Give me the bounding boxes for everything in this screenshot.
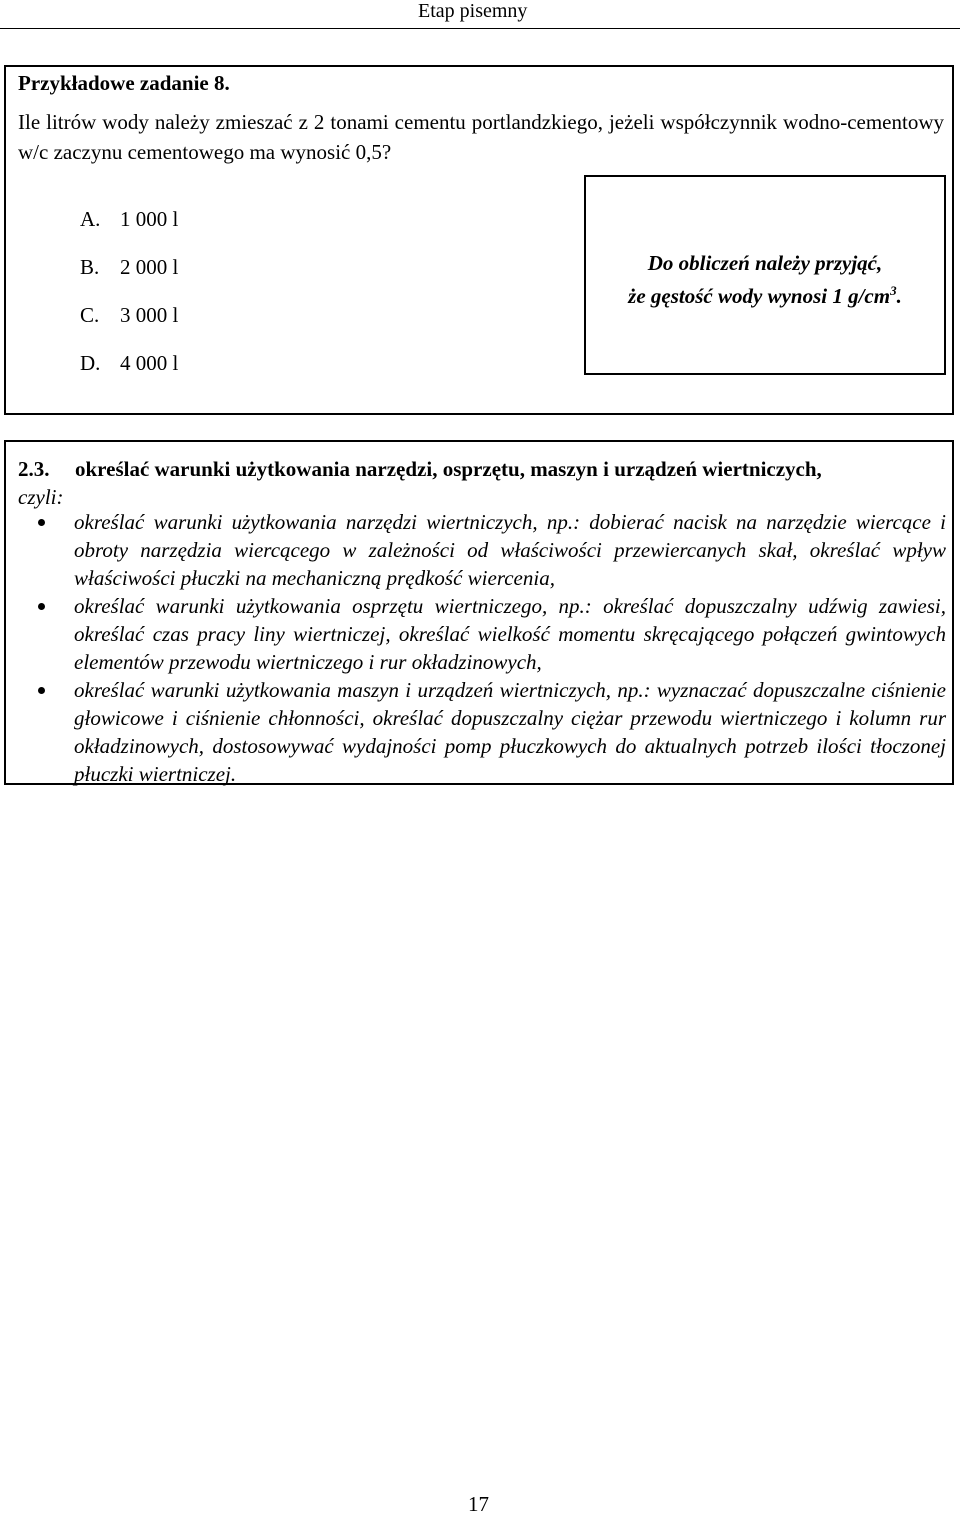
note-superscript: 3 — [890, 283, 897, 298]
note-line-2-suffix: . — [896, 284, 902, 308]
list-item — [18, 592, 946, 676]
task-title: Przykładowe zadanie 8. — [18, 71, 230, 95]
section-heading — [18, 456, 822, 482]
bullet-list — [18, 508, 946, 788]
answer-option-c — [80, 291, 178, 339]
answer-label: D. — [80, 351, 101, 375]
page-header — [0, 0, 960, 29]
note-line-1: Do obliczeń należy przyjąć, — [647, 251, 883, 275]
list-item — [18, 508, 946, 592]
bullet-icon — [38, 519, 45, 526]
note-line-2-text: że gęstość wody wynosi 1 g/cm — [628, 284, 891, 308]
section-box — [4, 440, 954, 785]
list-item — [18, 676, 946, 788]
calculation-note-box — [584, 175, 946, 375]
bullet-icon — [38, 687, 45, 694]
answer-text: 2 000 l — [120, 255, 179, 279]
section-number: 2.3. — [18, 457, 50, 481]
header-title: Etap pisemny — [418, 0, 528, 22]
page-number: 17 — [468, 1492, 489, 1516]
answer-option-d — [80, 339, 178, 387]
answer-option-a — [80, 195, 178, 243]
answer-label: C. — [80, 303, 100, 327]
note-line-2 — [586, 280, 944, 313]
section-czyli: czyli: — [18, 485, 64, 509]
bullet-icon — [38, 603, 45, 610]
answer-label: A. — [80, 207, 101, 231]
answer-label: B. — [80, 255, 100, 279]
list-item-text: określać warunki użytkowania narzędzi wiertniczych, np.: dobierać nacisk na narzędzie wiercące i obroty narzędzia wiercącego w zależności od właściwości przewiercanych skał, określać wpływ właściwości płuczki na mechaniczną prędkość wiercenia, — [74, 510, 946, 590]
answer-list — [80, 195, 178, 387]
section-heading-text: określać warunki użytkowania narzędzi, osprzętu, maszyn i urządzeń wiertniczych, — [75, 457, 822, 481]
answer-text: 3 000 l — [120, 303, 179, 327]
answer-option-b — [80, 243, 178, 291]
list-item-text: określać warunki użytkowania osprzętu wiertniczego, np.: określać dopuszczalny udźwig zawiesi, określać czas pracy liny wiertniczej, określać wielkość momentu skręcającego połączeń gwintowych elementów przewodu wiertniczego i rur okładzinowych, — [74, 594, 946, 674]
answer-text: 4 000 l — [120, 351, 179, 375]
list-item-text: określać warunki użytkowania maszyn i urządzeń wiertniczych, np.: wyznaczać dopuszczalne ciśnienie głowicowe i ciśnienie chłonności, określać dopuszczalny ciężar przewodu wiertniczego i kolumn rur okładzinowych, dostosowywać wydajności pomp płuczkowych do aktualnych potrzeb ilości tłoczonej płuczki wiertniczej. — [74, 678, 946, 786]
task-question: Ile litrów wody należy zmieszać z 2 tonami cementu portlandzkiego, jeżeli współczynnik wodno-cementowy w/c zaczynu cementowego ma wynosić 0,5? — [18, 110, 944, 164]
task-box — [4, 65, 954, 415]
answer-text: 1 000 l — [120, 207, 179, 231]
